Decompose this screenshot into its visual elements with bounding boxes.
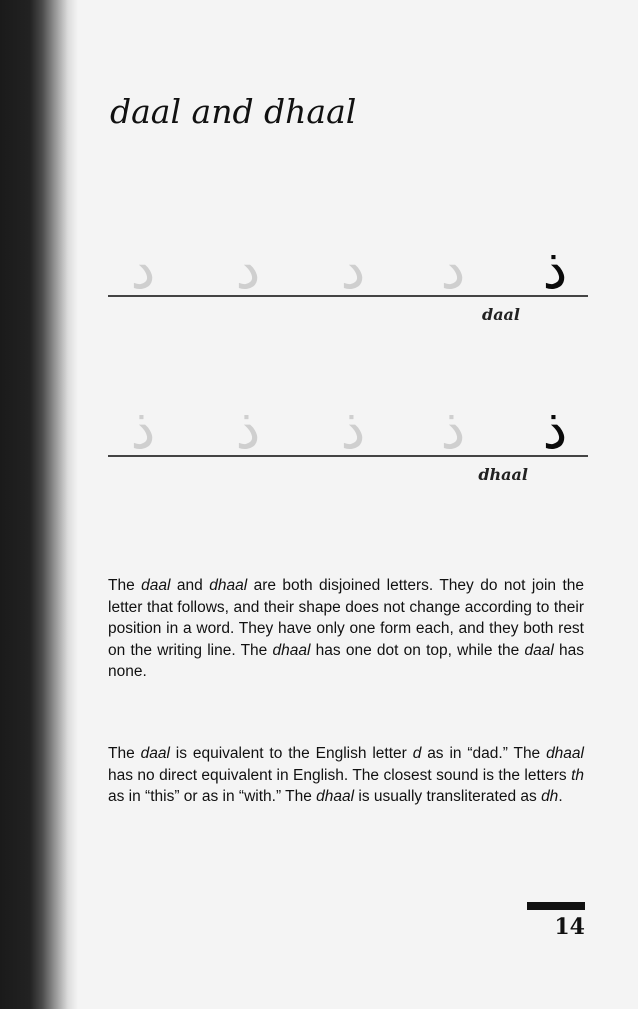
trace-letter-dhaal: ذ — [235, 397, 261, 462]
book-binding-shadow — [0, 0, 78, 1009]
page-number: 14 — [554, 914, 585, 940]
italic-term: dhaal — [316, 788, 355, 805]
text-run: and — [170, 577, 210, 594]
text-run: . — [558, 788, 563, 805]
trace-letter-dhaal: ذ — [130, 397, 156, 462]
italic-term: dhaal — [209, 577, 248, 594]
text-run: as in “this” or as in “with.” The — [108, 788, 317, 805]
italic-term: dhaal — [546, 745, 584, 762]
body-paragraph — [108, 575, 584, 683]
model-letter-dhaal: ذ — [542, 397, 568, 462]
text-run: has no direct equivalent in English. The closest sound is the letters — [108, 766, 572, 784]
italic-term: daal — [524, 641, 554, 659]
text-run: has one dot on top, while the — [310, 641, 525, 659]
page-title: daal and dhaal — [110, 92, 357, 131]
italic-term: daal — [140, 745, 170, 762]
text-run: are both disjoined letters. They do not join the letter that follows, and their shape does not change according to their position in a word. They have only one form each, and they both rest on the writing line. The — [108, 577, 585, 659]
trace-letter-daal: د — [130, 237, 156, 302]
letter-name-dhaal: dhaal — [478, 465, 528, 484]
text-run: as in “dad.” The — [421, 745, 547, 762]
dhaal-practice-row — [108, 395, 588, 485]
italic-term: daal — [141, 577, 171, 594]
daal-practice-row — [108, 235, 588, 325]
trace-letter-daal: د — [235, 237, 261, 302]
italic-term: th — [571, 766, 584, 784]
trace-letter-dhaal: ذ — [340, 397, 366, 462]
trace-letter-daal: د — [340, 237, 366, 302]
text-run: has none. — [108, 641, 584, 680]
trace-letter-dhaal: ذ — [440, 397, 466, 462]
page-number-bar — [527, 902, 585, 910]
model-letter-daal: ذ — [542, 237, 568, 302]
letter-name-daal: daal — [482, 305, 520, 324]
text-run: is equivalent to the English letter — [169, 745, 413, 762]
italic-term: dhaal — [272, 641, 311, 659]
italic-term: dh — [541, 788, 559, 805]
body-paragraph — [108, 743, 584, 808]
text-run: is usually transliterated as — [354, 788, 542, 805]
trace-letter-daal: د — [440, 237, 466, 302]
text-run: The — [108, 745, 141, 762]
text-run: The — [108, 577, 142, 594]
italic-term: d — [412, 745, 422, 762]
